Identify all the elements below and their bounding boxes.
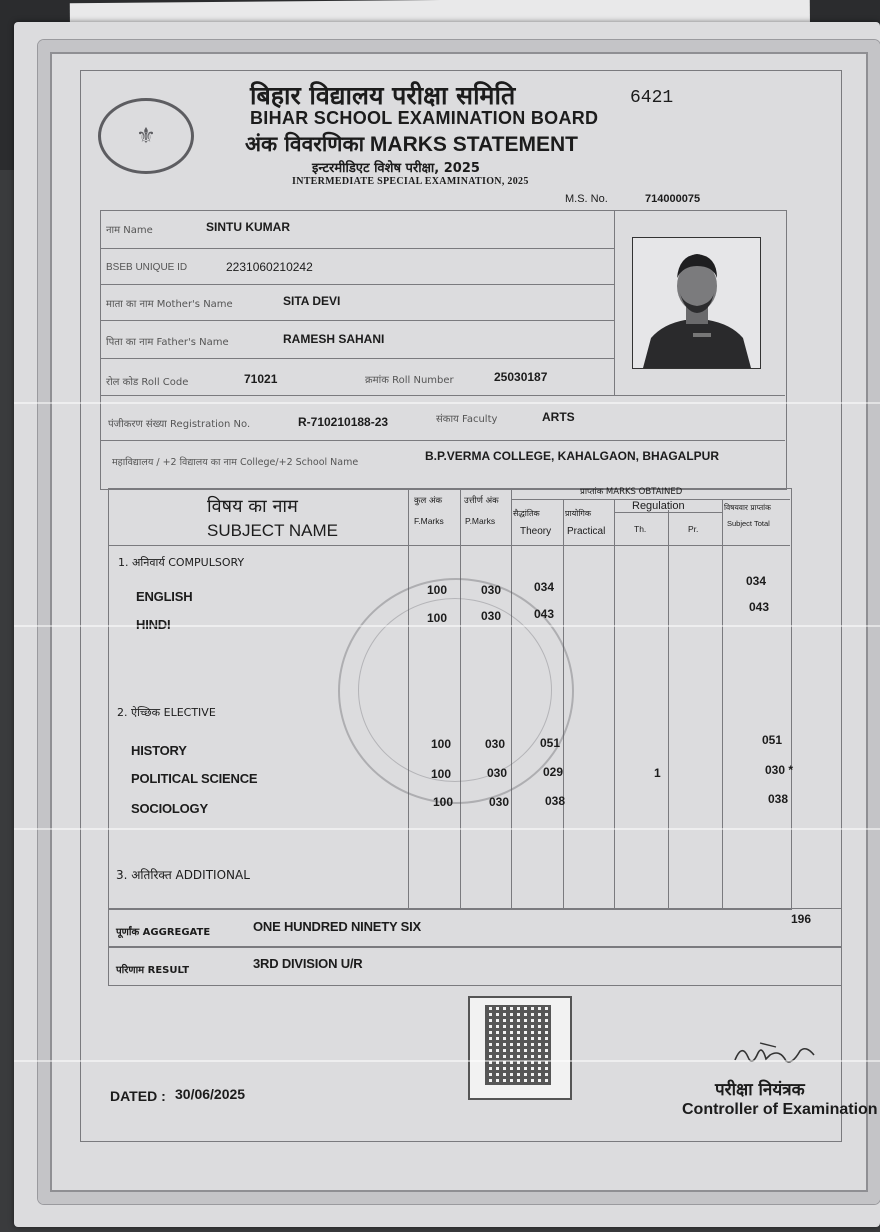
marks-obtained-header: प्राप्तांक MARKS OBTAINED	[580, 487, 683, 497]
faculty-label: संकाय Faculty	[436, 414, 498, 425]
full-marks-header-hindi: कुल अंक	[414, 496, 443, 506]
regulation-theory-header: Th.	[634, 524, 647, 534]
name-label: नाम Name	[106, 225, 153, 236]
full-marks: 100	[427, 583, 448, 597]
mother-name: SITA DEVI	[283, 294, 341, 308]
dated-value: 30/06/2025	[175, 1086, 246, 1102]
subject-total: 051	[762, 733, 783, 747]
roll-number-label: क्रमांक Roll Number	[365, 375, 454, 386]
unique-id-value: 2231060210242	[226, 260, 313, 274]
student-name: SINTU KUMAR	[206, 220, 290, 234]
full-marks: 100	[427, 611, 448, 625]
result-value: 3RD DIVISION U/R	[253, 956, 363, 971]
father-name: RAMESH SAHANI	[283, 332, 385, 346]
controller-signature	[730, 1035, 825, 1075]
subject-total-header: Subject Total	[727, 519, 770, 528]
dated-label: DATED :	[110, 1088, 166, 1104]
pass-marks: 030	[481, 583, 502, 597]
roll-number-value: 25030187	[494, 370, 548, 384]
roll-code-label: रोल कोड Roll Code	[106, 377, 189, 388]
board-title-hindi: बिहार विद्यालय परीक्षा समिति	[250, 81, 516, 110]
theory-header: Theory	[520, 526, 552, 537]
full-marks-header: F.Marks	[414, 516, 444, 526]
faculty-value: ARTS	[542, 410, 575, 424]
theory-marks: 038	[545, 794, 566, 808]
regulation-header: Regulation	[632, 500, 685, 512]
subject-name: ENGLISH	[136, 589, 193, 604]
statement-title-english: MARKS STATEMENT	[369, 133, 578, 156]
serial-number: 6421	[630, 88, 674, 108]
subject-name: HISTORY	[131, 743, 187, 758]
controller-title-hindi: परीक्षा नियंत्रक	[715, 1080, 805, 1100]
regulation-theory: 1	[654, 766, 661, 780]
qr-code-pattern	[485, 1005, 551, 1085]
aggregate-row	[108, 908, 842, 948]
subject-header-hindi: विषय का नाम	[207, 496, 298, 517]
photo-divider	[614, 210, 615, 395]
unique-id-label: BSEB UNIQUE ID	[106, 262, 188, 273]
roll-code-value: 71021	[244, 372, 278, 386]
full-marks: 100	[431, 767, 452, 781]
statement-title	[245, 130, 578, 158]
pass-marks: 030	[489, 795, 510, 809]
elective-section-label: 2. ऐच्छिक ELECTIVE	[117, 706, 216, 719]
result-label: परिणाम RESULT	[116, 965, 190, 976]
subject-total: 038	[768, 792, 789, 806]
additional-section-label: 3. अतिरिक्त ADDITIONAL	[116, 868, 250, 882]
aggregate-label: पूर्णांक AGGREGATE	[116, 927, 211, 938]
regulation-practical-header: Pr.	[688, 524, 699, 534]
paper-fold	[14, 625, 880, 627]
paper-fold	[14, 1060, 880, 1062]
practical-header: Practical	[567, 526, 606, 537]
subject-total: 043	[749, 600, 770, 614]
board-title-english: BIHAR SCHOOL EXAMINATION BOARD	[250, 108, 599, 128]
college-value: B.P.VERMA COLLEGE, KAHALGAON, BHAGALPUR	[425, 449, 720, 463]
pass-marks: 030	[485, 737, 506, 751]
photo-image	[633, 238, 760, 368]
full-marks: 100	[433, 795, 454, 809]
registration-value: R-710210188-23	[298, 415, 389, 429]
theory-marks: 051	[540, 736, 561, 750]
registration-label: पंजीकरण संख्या Registration No.	[108, 419, 251, 430]
exam-name-hindi: इन्टरमीडिएट विशेष परीक्षा, 2025	[312, 161, 480, 176]
board-seal-logo: ⚜	[98, 98, 194, 174]
paper-fold	[14, 828, 880, 830]
student-photo	[632, 237, 761, 369]
theory-marks: 034	[534, 580, 555, 594]
father-name-label: पिता का नाम Father's Name	[106, 337, 229, 348]
subject-header-english: SUBJECT NAME	[207, 521, 338, 540]
subject-name: POLITICAL SCIENCE	[131, 771, 258, 786]
practical-header-hindi: प्रायोगिक	[565, 509, 592, 518]
statement-title-hindi: अंक विवरणिका	[245, 132, 365, 156]
result-row	[108, 946, 842, 986]
theory-marks: 029	[543, 765, 564, 779]
pass-marks-header-hindi: उत्तीर्ण अंक	[464, 496, 499, 506]
ms-no-label: M.S. No.	[565, 193, 608, 205]
pass-marks: 030	[487, 766, 508, 780]
subject-total: 030 *	[765, 763, 794, 777]
ms-no-value: 714000075	[645, 193, 701, 205]
paper-fold	[14, 402, 880, 404]
controller-title-english: Controller of Examination	[682, 1101, 878, 1118]
subject-total: 034	[746, 574, 767, 588]
aggregate-value: 196	[791, 912, 812, 926]
subject-name: SOCIOLOGY	[131, 801, 208, 816]
full-marks: 100	[431, 737, 452, 751]
aggregate-in-words: ONE HUNDRED NINETY SIX	[253, 919, 421, 934]
college-label: महाविद्यालय / +2 विद्यालय का नाम College/+2 School Name	[112, 457, 359, 468]
subject-total-header-hindi: विषयवार प्राप्तांक	[724, 503, 771, 512]
exam-name-english: INTERMEDIATE SPECIAL EXAMINATION, 2025	[292, 176, 529, 187]
theory-header-hindi: सैद्धांतिक	[513, 509, 540, 518]
pass-marks-header: P.Marks	[465, 516, 496, 526]
theory-marks: 043	[534, 607, 555, 621]
compulsory-section-label: 1. अनिवार्य COMPULSORY	[118, 556, 245, 569]
pass-marks: 030	[481, 609, 502, 623]
mother-name-label: माता का नाम Mother's Name	[106, 299, 233, 310]
